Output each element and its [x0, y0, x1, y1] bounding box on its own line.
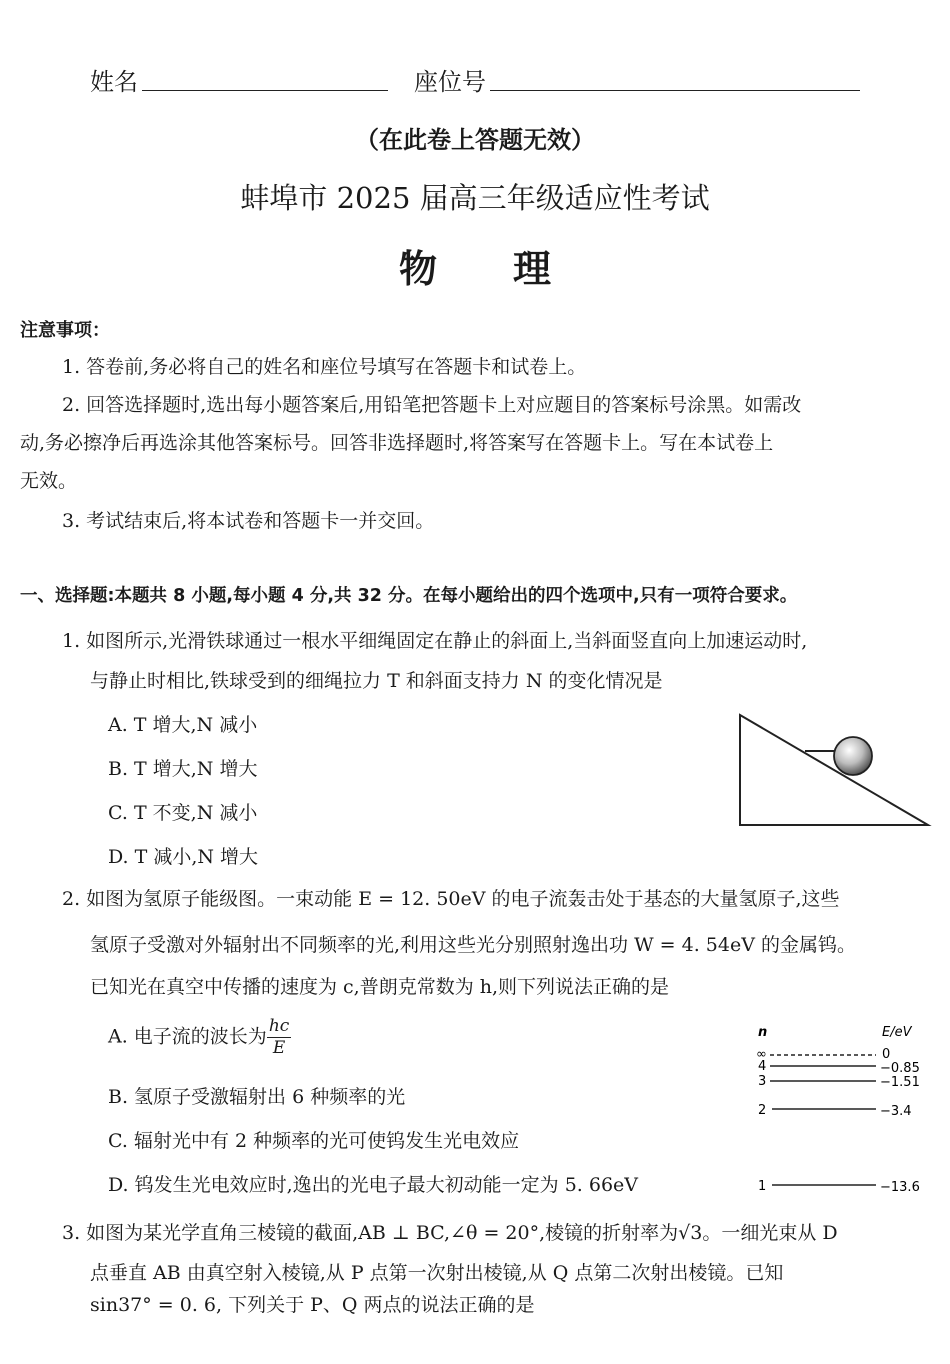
- q3-stem-line-3-clipped: [90, 1294, 535, 1316]
- fraction-denominator: E: [272, 1038, 286, 1058]
- q2-option-d: D. 钨发生光电效应时,逸出的光电子最大初动能一定为 5. 66eV: [108, 1174, 639, 1196]
- level-n-3: 3: [758, 1074, 767, 1089]
- q2-stem-line-3: 已知光在真空中传播的速度为 c,普朗克常数为 h,则下列说法正确的是: [90, 976, 670, 998]
- q3-stem-line-2: 点垂直 AB 由真空射入棱镜,从 P 点第一次射出棱镜,从 Q 点第二次射出棱镜。已知: [90, 1262, 784, 1284]
- note-item-3: 3. 考试结束后,将本试卷和答题卡一并交回。: [62, 510, 435, 532]
- q2-option-b: B. 氢原子受激辐射出 6 种频率的光: [108, 1086, 406, 1108]
- level-n-1: 1: [758, 1179, 767, 1194]
- energy-axis-label: E/eV: [882, 1025, 912, 1040]
- q1-option-b: B. T 增大,N 增大: [108, 758, 258, 780]
- n-axis-label: n: [758, 1025, 768, 1040]
- notes-heading: 注意事项：: [20, 320, 110, 341]
- q2-option-a-text: A. 电子流的波长为: [108, 1025, 267, 1048]
- level-e-1: −13.6: [880, 1180, 920, 1195]
- level-e-inf: 0: [882, 1047, 891, 1062]
- q2-stem-line-1: 2. 如图为氢原子能级图。一束动能 E = 12. 50eV 的电子流轰击处于基态的大量氢原子,这些: [62, 888, 840, 910]
- invalid-note: （在此卷上答题无效）: [355, 126, 595, 154]
- level-e-3: −1.51: [880, 1075, 920, 1090]
- q1-option-a: A. T 增大,N 减小: [108, 714, 258, 736]
- q1-stem-line-2: 与静止时相比,铁球受到的细绳拉力 T 和斜面支持力 N 的变化情况是: [90, 670, 663, 692]
- energy-level-diagram: [748, 1020, 938, 1200]
- q2-stem-line-2: 氢原子受激对外辐射出不同频率的光,利用这些光分别照射逸出功 W = 4. 54eV 的金属钨。: [90, 934, 856, 956]
- incline-triangle: [740, 715, 928, 825]
- seat-label: 座位号: [414, 68, 486, 96]
- section-1-heading: 一、选择题:本题共 8 小题,每小题 4 分,共 32 分。在每小题给出的四个选项中,只有一项符合要求。: [20, 586, 798, 606]
- wavelength-fraction: [267, 1018, 291, 1057]
- level-n-4: 4: [758, 1059, 767, 1074]
- iron-ball: [834, 737, 872, 775]
- name-label: 姓名: [90, 68, 138, 96]
- level-n-inf: ∞: [756, 1047, 767, 1062]
- level-e-4: −0.85: [880, 1061, 920, 1076]
- q1-option-c: C. T 不变,N 减小: [108, 802, 258, 824]
- note-item-2-line-2: 动,务必擦净后再选涂其他答案标号。回答非选择题时,将答案写在答题卡上。写在本试卷上: [20, 432, 774, 454]
- q2-option-a: [108, 1018, 291, 1057]
- name-blank[interactable]: [142, 90, 388, 91]
- q1-stem-line-1: 1. 如图所示,光滑铁球通过一根水平细绳固定在静止的斜面上,当斜面竖直向上加速运动时,: [62, 630, 808, 652]
- fraction-numerator: hc: [268, 1016, 290, 1036]
- incline-ball-figure: [730, 705, 935, 835]
- note-item-2-line-3: 无效。: [20, 470, 78, 492]
- subject-title: 物 理: [398, 247, 551, 291]
- level-n-2: 2: [758, 1103, 767, 1118]
- q3-stem-line-3: sin37° = 0. 6, 下列关于 P、Q 两点的说法正确的是: [90, 1294, 535, 1316]
- note-item-1: 1. 答卷前,务必将自己的姓名和座位号填写在答题卡和试卷上。: [62, 356, 587, 378]
- q2-option-c: C. 辐射光中有 2 种频率的光可使钨发生光电效应: [108, 1130, 520, 1152]
- note-item-2-line-1: 2. 回答选择题时,选出每小题答案后,用铅笔把答题卡上对应题目的答案标号涂黑。如需改: [62, 394, 802, 416]
- seat-blank[interactable]: [490, 90, 860, 91]
- q3-stem-line-1: 3. 如图为某光学直角三棱镜的截面,AB ⊥ BC,∠θ = 20°,棱镜的折射率为√3。一细光束从 D: [62, 1222, 838, 1244]
- level-e-2: −3.4: [880, 1104, 912, 1119]
- exam-title: 蚌埠市 2025 届高三年级适应性考试: [240, 181, 710, 215]
- q1-option-d: D. T 减小,N 增大: [108, 846, 259, 868]
